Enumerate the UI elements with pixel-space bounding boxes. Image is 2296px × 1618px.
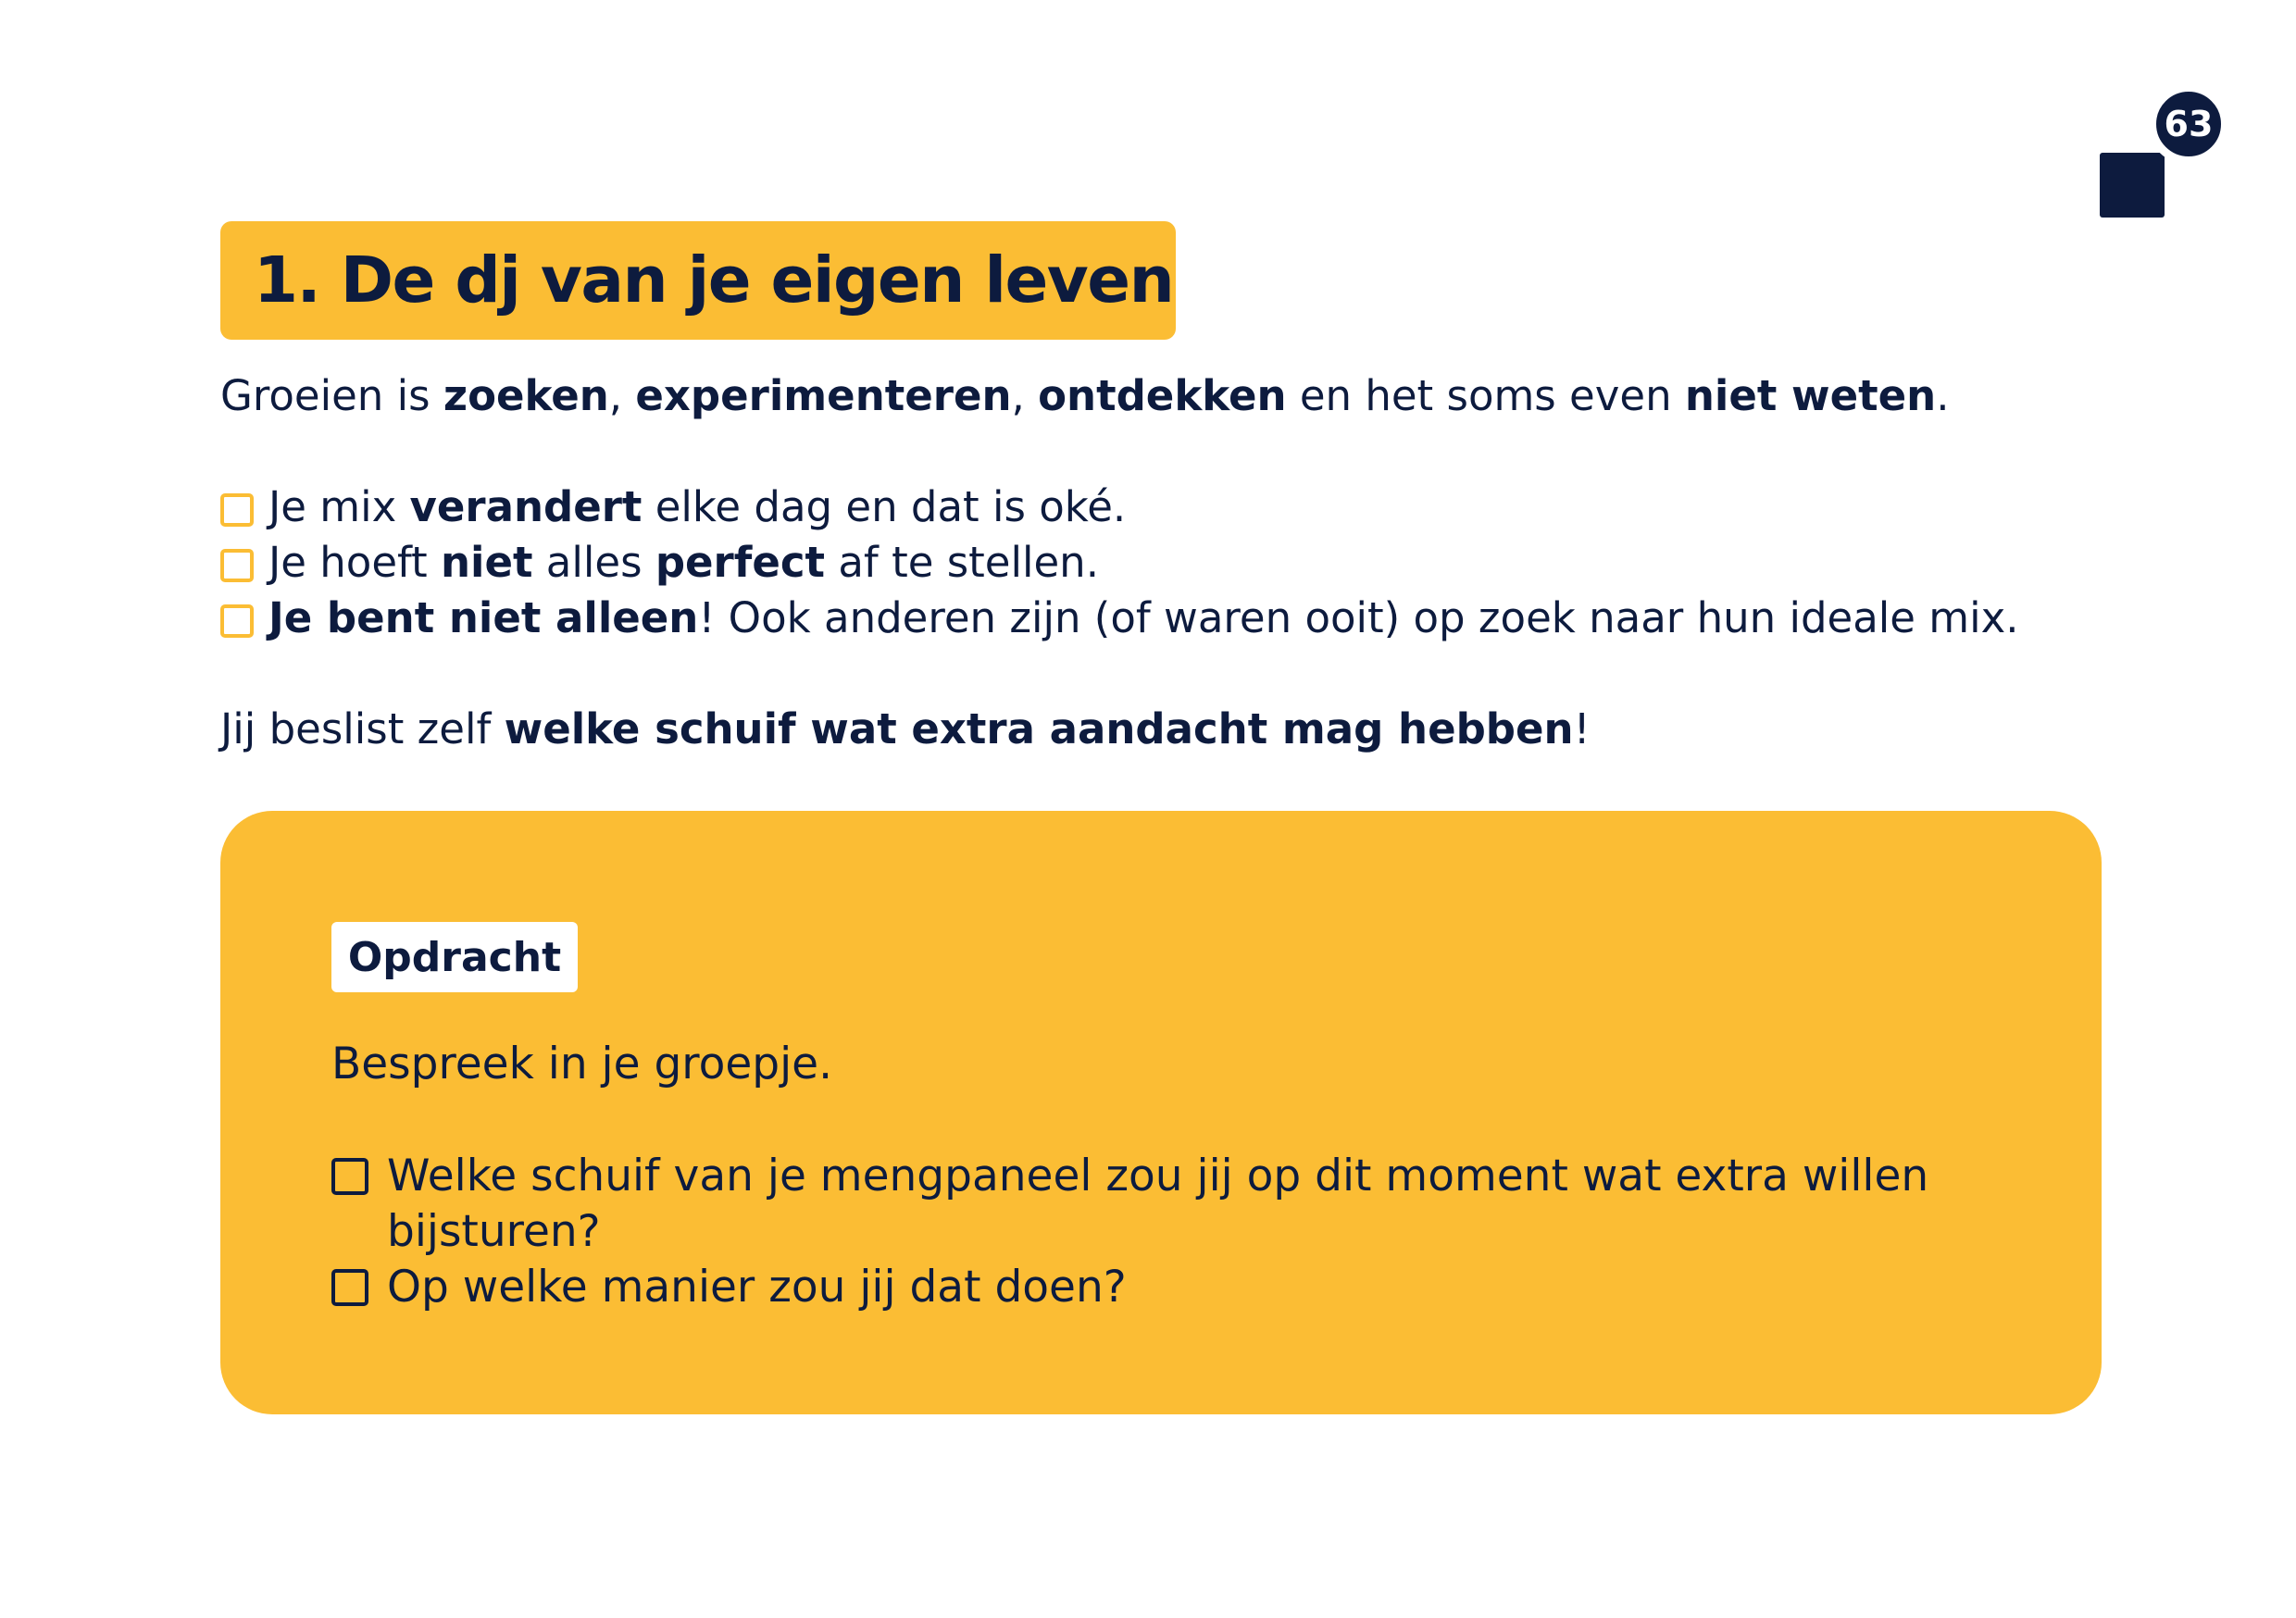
intro-bold-part: zoeken: [443, 371, 609, 420]
intro-bold-part: niet weten: [1684, 371, 1937, 420]
intro-text-part: ,: [1011, 371, 1039, 420]
checklist-bold: perfect: [655, 538, 826, 587]
assignment-label: Opdracht: [331, 922, 578, 992]
checklist-bold: Je bent niet alleen: [268, 593, 699, 642]
intro-bold-part: ontdekken: [1038, 371, 1287, 420]
checkbox-icon[interactable]: [331, 1269, 368, 1306]
intro-text-part: Groeien is: [220, 371, 443, 420]
question-text: Welke schuif van je mengpaneel zou jij op dit moment wat extra willen: [387, 1151, 1929, 1201]
question-text: Op welke manier zou jij dat doen?: [387, 1262, 1127, 1313]
intro-bold-part: experimenteren: [635, 371, 1012, 420]
assignment-card: [220, 811, 2102, 1414]
checklist-text: elke dag en dat is oké.: [642, 482, 1127, 531]
checkbox-icon[interactable]: [220, 604, 254, 638]
checklist-text: Je mix: [268, 482, 410, 531]
intro-text: [220, 371, 1950, 420]
intro-text-part: .: [1936, 371, 1950, 420]
decision-text-part: Jij beslist zelf: [220, 704, 505, 753]
checkbox-icon[interactable]: [331, 1158, 368, 1195]
decision-text: [220, 704, 1591, 753]
page-number: 63: [2164, 104, 2214, 144]
page-title: 1. De dj van je eigen leven: [254, 243, 1174, 317]
intro-text-part: ,: [608, 371, 636, 420]
checkbox-icon[interactable]: [220, 493, 254, 527]
checklist-bold: verandert: [409, 482, 643, 531]
checklist-text: ! Ook anderen zijn (of waren ooit) op zoek naar hun ideale mix.: [698, 593, 2019, 642]
checklist-item: [220, 482, 1127, 531]
page-number-badge: [2148, 83, 2229, 165]
checklist-item: [220, 593, 2019, 642]
checklist-text: alles: [532, 538, 655, 587]
page-number-square: [2100, 153, 2165, 218]
checkbox-icon[interactable]: [220, 549, 254, 582]
assignment-instruction: Bespreek in je groepje.: [331, 1039, 833, 1089]
intro-text-part: en het soms even: [1286, 371, 1685, 420]
decision-text-part: !: [1573, 704, 1591, 753]
question-text-continued: bijsturen?: [387, 1206, 601, 1257]
checklist-text: Je hoeft: [268, 538, 441, 587]
title-box: [220, 221, 1176, 340]
checklist-item: [220, 538, 1099, 587]
checklist-text: af te stellen.: [825, 538, 1099, 587]
decision-bold-part: welke schuif wat extra aandacht mag hebben: [504, 704, 1574, 753]
checklist-bold: niet: [441, 538, 533, 587]
